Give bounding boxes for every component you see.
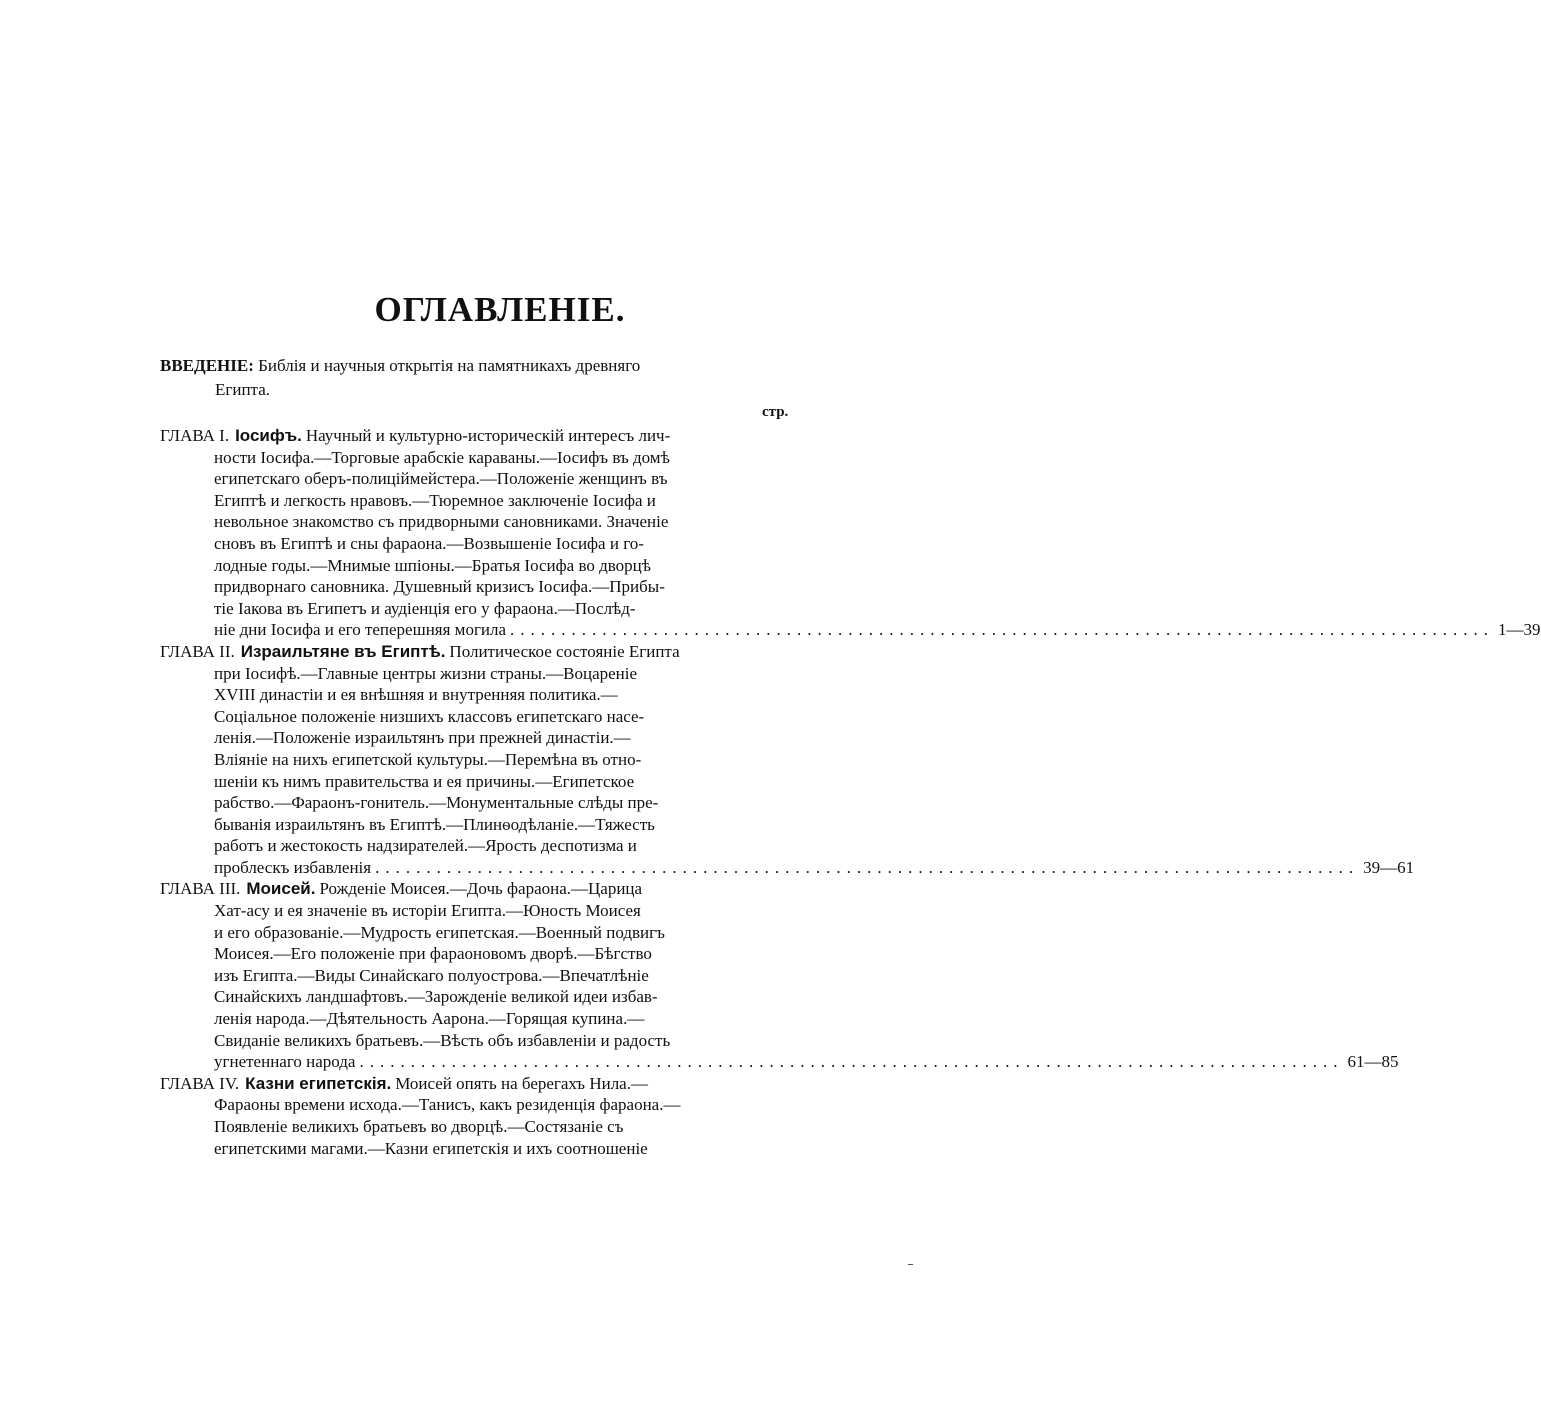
chapter-summary-line: ленія народа.—Дѣятельность Аарона.—Горящая купина.— (214, 1009, 645, 1029)
chapter-title: Казни египетскія. (245, 1073, 392, 1093)
chapter-last-line (160, 1051, 1399, 1073)
chapter-heading-line (160, 425, 810, 447)
chapter-summary-line: придворнаго сановника. Душевный кризисъ Іосифа.—Прибы- (214, 577, 665, 597)
chapter-summary-line: ленія.—Положеніе израильтянъ при прежней династіи.— (214, 728, 631, 748)
chapter-summary-line: Появленіе великихъ братьевъ во дворцѣ.—Состязаніе съ (214, 1117, 624, 1136)
chapter-1-entry (160, 425, 1541, 641)
introduction-text: Библія и научныя открытія на памятникахъ древняго (258, 356, 641, 375)
chapter-summary-line: Соціальное положеніе низшихъ классовъ египетскаго насе- (214, 706, 645, 726)
chapter-summary-line: Хат-асу и ея значеніе въ исторіи Египта.—Юность Моисея (214, 901, 641, 921)
introduction-entry (160, 354, 805, 402)
chapter-summary-line: XVIII династіи и ея внѣшняя и внутренняя политика.— (214, 685, 618, 705)
chapter-heading-line (160, 641, 810, 663)
chapter-summary-end: угнетеннаго народа (214, 1052, 356, 1072)
chapter-summary-line: Моисея.—Его положеніе при фараоновомъ дворѣ.—Бѣгство (214, 944, 652, 964)
dot-leader: ................................................................................................ (375, 857, 1360, 877)
chapter-summary-start: Научный и культурно-историческій интересъ лич- (305, 426, 671, 445)
chapter-summary-start: Политическое состояніе Египта (449, 641, 680, 661)
chapter-page-range: 1—39 (1498, 620, 1541, 640)
chapter-summary-line: изъ Египта.—Виды Синайскаго полуострова.—Впечатлѣніе (214, 965, 649, 985)
chapter-summary-line: рабство.—Фараонъ-гонитель.—Монументальные слѣды пре- (214, 793, 659, 813)
chapter-heading-line (160, 878, 810, 900)
chapter-summary-line: работъ и жестокость надзирателей.—Ярость деспотизма и (214, 836, 637, 856)
chapter-summary-line: Фараоны времени исхода.—Танисъ, какъ резиденція фараона.— (214, 1095, 681, 1115)
chapter-last-line (160, 619, 1541, 641)
page-title: ОГЛАВЛЕНІЕ. (374, 290, 626, 329)
chapter-page-range: 39—61 (1363, 857, 1415, 877)
chapter-number: ГЛАВА III. (160, 879, 241, 899)
chapter-summary-line: ности Іосифа.—Торговые арабскіе караваны.—Іосифъ въ домѣ (214, 447, 670, 467)
chapter-number: ГЛАВА II. (160, 641, 235, 661)
chapter-last-line (160, 857, 1415, 879)
page-speck (908, 1264, 913, 1265)
chapter-summary-line: при Іосифѣ.—Главные центры жизни страны.—Воцареніе (214, 663, 638, 683)
chapter-summary-line: невольное знакомство съ придворными сановниками. Значеніе (214, 512, 669, 532)
chapter-title: Іосифъ. (235, 426, 302, 445)
chapter-summary-start: Рожденіе Моисея.—Дочь фараона.—Царица (319, 879, 643, 899)
chapter-summary-line: тіе Іакова въ Египетъ и аудіенція его у фараона.—Послѣд- (214, 598, 636, 618)
chapter-2-entry (160, 641, 1415, 879)
chapter-summary-line: египетскими магами.—Казни египетскія и ихъ соотношеніе (214, 1138, 648, 1158)
chapter-summary-line: египетскаго оберъ-полиціймейстера.—Положеніе женщинъ въ (214, 469, 668, 489)
chapter-summary-line: Синайскихъ ландшафтовъ.—Зарожденіе великой идеи избав- (214, 987, 658, 1007)
chapter-title: Израильтяне въ Египтѣ. (240, 641, 446, 661)
introduction-lead: ВВЕДЕНІЕ: (160, 356, 254, 375)
chapter-summary-line: сновъ въ Египтѣ и сны фараона.—Возвышеніе Іосифа и го- (214, 533, 644, 553)
chapter-4-entry (160, 1073, 810, 1159)
introduction-line-2: Египта. (215, 380, 270, 399)
dot-leader: ................................................................................................ (510, 620, 1495, 640)
chapter-summary-line: Египтѣ и легкость нравовъ.—Тюремное заключеніе Іосифа и (214, 490, 656, 510)
dot-leader: ................................................................................................ (359, 1052, 1344, 1072)
chapter-3-entry (160, 878, 1399, 1072)
chapter-summary-end: проблескъ избавленія (214, 857, 372, 877)
chapter-page-range: 61—85 (1347, 1052, 1399, 1072)
pages-column-label: стр. (762, 404, 789, 420)
chapter-summary-line: и его образованіе.—Мудрость египетская.—Военный подвигъ (214, 922, 665, 942)
chapters-list (160, 425, 1541, 1159)
chapter-heading-line (160, 1073, 810, 1095)
chapter-summary-line: шеніи къ нимъ правительства и ея причины.—Египетское (214, 771, 635, 791)
chapter-number: ГЛАВА IV. (160, 1073, 240, 1093)
chapter-summary-end: ніе дни Іосифа и его теперешняя могила (214, 620, 507, 640)
chapter-number: ГЛАВА I. (160, 426, 230, 445)
chapter-summary-line: Вліяніе на нихъ египетской культуры.—Перемѣна въ отно- (214, 749, 642, 769)
introduction-line-1 (160, 354, 805, 378)
chapter-summary-line: Свиданіе великихъ братьевъ.—Вѣсть объ избавленіи и радость (214, 1030, 671, 1050)
chapter-summary-line: лодные годы.—Мнимые шпіоны.—Братья Іосифа во дворцѣ (214, 555, 652, 575)
chapter-summary-line: быванія израильтянъ въ Египтѣ.—Плинѳодѣланіе.—Тяжесть (214, 814, 655, 834)
chapter-title: Моисей. (246, 879, 316, 899)
chapter-summary-start: Моисей опять на берегахъ Нила.— (395, 1073, 648, 1093)
